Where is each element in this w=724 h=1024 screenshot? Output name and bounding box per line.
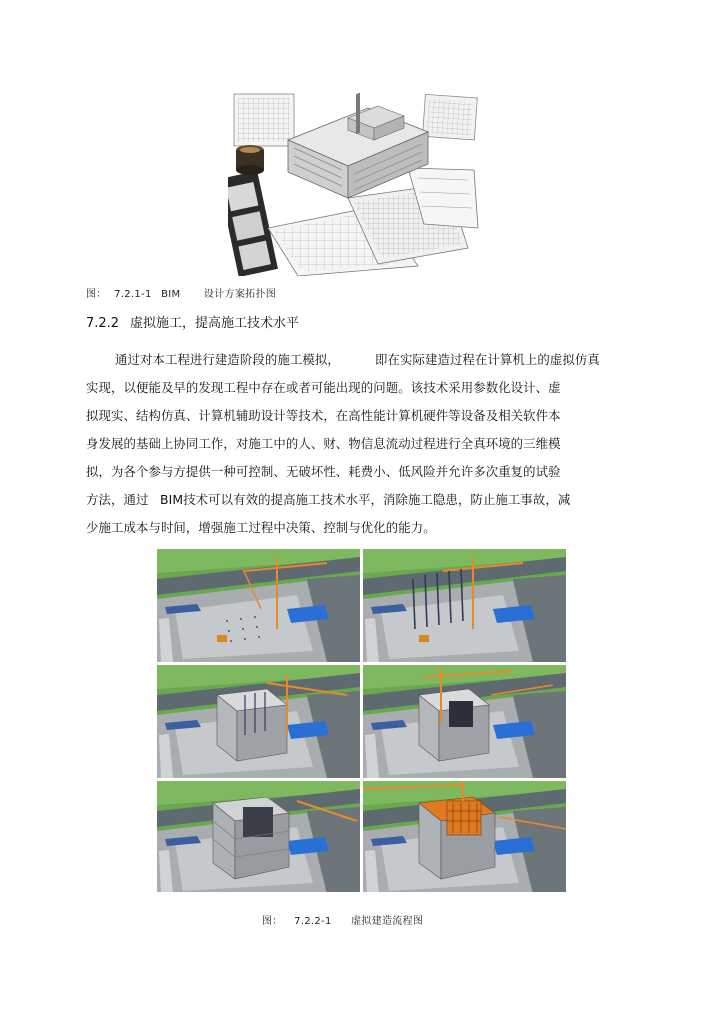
bim-design-illustration — [228, 88, 480, 276]
figure2-caption-text: 虚拟建造流程图 — [351, 916, 424, 927]
stage-3-frame — [157, 665, 360, 778]
section-heading — [86, 312, 299, 331]
stage-6-completion — [363, 781, 566, 892]
figure1-caption — [86, 285, 276, 300]
stage-4-frame — [363, 665, 566, 778]
paragraph-line-7: 少施工成本与时间，增强施工过程中决策、控制与优化的能力。 — [86, 520, 436, 535]
section-number: 7.2.2 — [86, 316, 120, 331]
paragraph-line-5: 拟，为各个参与方提供一种可控制、无破坏性、耗费小、低风险并允许多次重复的试验 — [86, 464, 561, 479]
virtual-construction-figure — [157, 549, 566, 892]
stage-2-columns — [363, 549, 566, 662]
paragraph-line-2: 实现，以便能及早的发现工程中存在或者可能出现的问题。该技术采用参数化设计、虚 — [86, 380, 561, 395]
paragraph-line-1b: 即在实际建造过程在计算机上的虚拟仿真 — [375, 352, 600, 367]
stage-5-structure — [157, 781, 360, 892]
figure1-caption-code: BIM — [161, 289, 181, 300]
figure1-caption-number: 7.2.1-1 — [114, 289, 152, 300]
figure1-caption-text: 设计方案拓扑图 — [203, 289, 277, 300]
figure2-caption-number: 7.2.2-1 — [294, 916, 332, 927]
figure2-caption — [262, 912, 423, 927]
stage-1-foundation — [157, 549, 360, 662]
section-title: 虚拟施工，提高施工技术水平 — [130, 316, 300, 331]
figure2-caption-prefix: 图： — [262, 916, 283, 927]
paragraph-line-1a: 通过对本工程进行建造阶段的施工模拟， — [115, 352, 340, 367]
paragraph-line-6b: BIM技术可以有效的提高施工技术水平，消除施工隐患，防止施工事故，减 — [160, 492, 571, 507]
paragraph-line-3: 拟现实、结构仿真、计算机辅助设计等技术，在高性能计算机硬件等设备及相关软件本 — [86, 408, 561, 423]
paragraph-line-6a: 方法，通过 — [86, 492, 149, 507]
paragraph-line-4: 身发展的基础上协同工作，对施工中的人、财、物信息流动过程进行全真环境的三维模 — [86, 436, 561, 451]
figure1-caption-prefix: 图： — [86, 289, 107, 300]
